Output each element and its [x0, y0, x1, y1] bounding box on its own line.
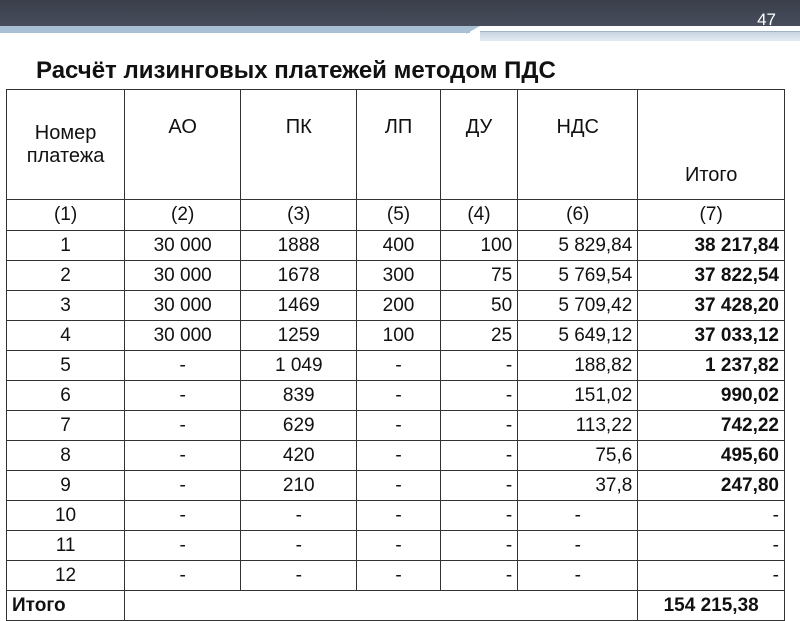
cell-du: 50	[440, 291, 517, 321]
cell-lp: -	[357, 381, 441, 411]
leasing-payments-table	[6, 89, 785, 621]
cell-ao: -	[125, 531, 241, 561]
cell-lp: 100	[357, 321, 441, 351]
cell-nds: -	[518, 501, 638, 531]
cell-total: 38 217,84	[638, 231, 785, 261]
cell-lp: -	[357, 531, 441, 561]
cell-total: 247,80	[638, 471, 785, 501]
column-index-row	[7, 200, 785, 231]
index-cell: (7)	[638, 200, 785, 231]
cell-lp: 300	[357, 261, 441, 291]
cell-du: -	[440, 471, 517, 501]
cell-pk: 1469	[241, 291, 357, 321]
index-cell: (4)	[440, 200, 517, 231]
cell-du: -	[440, 411, 517, 441]
index-cell: (2)	[125, 200, 241, 231]
index-cell: (5)	[357, 200, 441, 231]
cell-lp: -	[357, 441, 441, 471]
cell-total: 990,02	[638, 381, 785, 411]
cell-payment-number: 7	[7, 411, 125, 441]
slide-title: Расчёт лизинговых платежей методом ПДС	[36, 57, 556, 84]
cell-payment-number: 6	[7, 381, 125, 411]
table-row	[7, 291, 785, 321]
cell-pk: 1 049	[241, 351, 357, 381]
cell-du: -	[440, 531, 517, 561]
cell-pk: 629	[241, 411, 357, 441]
cell-nds: 5 709,42	[518, 291, 638, 321]
slide-header-bar	[0, 0, 800, 26]
cell-payment-number: 12	[7, 561, 125, 591]
table-row	[7, 501, 785, 531]
cell-total: 742,22	[638, 411, 785, 441]
cell-du: -	[440, 501, 517, 531]
cell-ao: 30 000	[125, 231, 241, 261]
header-payment-number	[7, 90, 125, 200]
table-header-row	[7, 90, 785, 200]
cell-payment-number: 1	[7, 231, 125, 261]
slide-number: 47	[757, 10, 776, 29]
table-row	[7, 411, 785, 441]
cell-pk: 1259	[241, 321, 357, 351]
footer-label: Итого	[7, 591, 125, 621]
cell-pk: 420	[241, 441, 357, 471]
cell-lp: -	[357, 411, 441, 441]
cell-total: -	[638, 501, 785, 531]
table-row	[7, 231, 785, 261]
cell-payment-number: 4	[7, 321, 125, 351]
cell-payment-number: 8	[7, 441, 125, 471]
cell-payment-number: 5	[7, 351, 125, 381]
header-lp: ЛП	[357, 90, 441, 200]
cell-nds: -	[518, 531, 638, 561]
cell-nds: -	[518, 561, 638, 591]
cell-du: 25	[440, 321, 517, 351]
cell-payment-number: 3	[7, 291, 125, 321]
table-row	[7, 351, 785, 381]
cell-pk: 210	[241, 471, 357, 501]
header-payment-number-line1: Номер	[34, 121, 97, 144]
header-stripe-notch	[466, 26, 480, 34]
cell-du: -	[440, 381, 517, 411]
table-row	[7, 261, 785, 291]
footer-empty-cell	[125, 591, 638, 621]
cell-total: 37 428,20	[638, 291, 785, 321]
cell-total: -	[638, 531, 785, 561]
header-payment-number-line2: платежа	[26, 144, 105, 167]
cell-ao: -	[125, 441, 241, 471]
cell-nds: 75,6	[518, 441, 638, 471]
cell-lp: 200	[357, 291, 441, 321]
cell-nds: 151,02	[518, 381, 638, 411]
cell-ao: -	[125, 501, 241, 531]
cell-payment-number: 2	[7, 261, 125, 291]
cell-payment-number: 10	[7, 501, 125, 531]
cell-pk: 1678	[241, 261, 357, 291]
cell-pk: -	[241, 531, 357, 561]
cell-pk: 839	[241, 381, 357, 411]
header-pk: ПК	[241, 90, 357, 200]
cell-pk: -	[241, 501, 357, 531]
cell-total: 495,60	[638, 441, 785, 471]
cell-ao: -	[125, 471, 241, 501]
table-row	[7, 321, 785, 351]
cell-du: -	[440, 351, 517, 381]
header-ao: АО	[125, 90, 241, 200]
cell-total: 1 237,82	[638, 351, 785, 381]
table-row	[7, 561, 785, 591]
cell-nds: 5 829,84	[518, 231, 638, 261]
cell-lp: -	[357, 351, 441, 381]
cell-payment-number: 11	[7, 531, 125, 561]
header-stripe-left	[0, 26, 470, 33]
footer-grand-total: 154 215,38	[638, 591, 785, 621]
cell-lp: 400	[357, 231, 441, 261]
cell-pk: 1888	[241, 231, 357, 261]
cell-ao: 30 000	[125, 261, 241, 291]
cell-total: -	[638, 561, 785, 591]
cell-total: 37 822,54	[638, 261, 785, 291]
header-du: ДУ	[440, 90, 517, 200]
cell-nds: 37,8	[518, 471, 638, 501]
cell-du: 75	[440, 261, 517, 291]
table-row	[7, 381, 785, 411]
header-stripe-right	[480, 31, 800, 41]
table-row	[7, 531, 785, 561]
cell-du: -	[440, 561, 517, 591]
cell-total: 37 033,12	[638, 321, 785, 351]
table-row	[7, 471, 785, 501]
index-cell: (1)	[7, 200, 125, 231]
cell-ao: -	[125, 561, 241, 591]
cell-ao: 30 000	[125, 321, 241, 351]
cell-lp: -	[357, 501, 441, 531]
header-nds: НДС	[518, 90, 638, 200]
cell-du: -	[440, 441, 517, 471]
table-row	[7, 441, 785, 471]
cell-lp: -	[357, 471, 441, 501]
cell-nds: 113,22	[518, 411, 638, 441]
cell-pk: -	[241, 561, 357, 591]
cell-nds: 5 769,54	[518, 261, 638, 291]
cell-nds: 5 649,12	[518, 321, 638, 351]
cell-ao: -	[125, 351, 241, 381]
cell-lp: -	[357, 561, 441, 591]
index-cell: (3)	[241, 200, 357, 231]
index-cell: (6)	[518, 200, 638, 231]
cell-ao: -	[125, 411, 241, 441]
table-footer-row	[7, 591, 785, 621]
cell-payment-number: 9	[7, 471, 125, 501]
cell-nds: 188,82	[518, 351, 638, 381]
header-total: Итого	[638, 90, 785, 200]
cell-ao: -	[125, 381, 241, 411]
cell-du: 100	[440, 231, 517, 261]
cell-ao: 30 000	[125, 291, 241, 321]
